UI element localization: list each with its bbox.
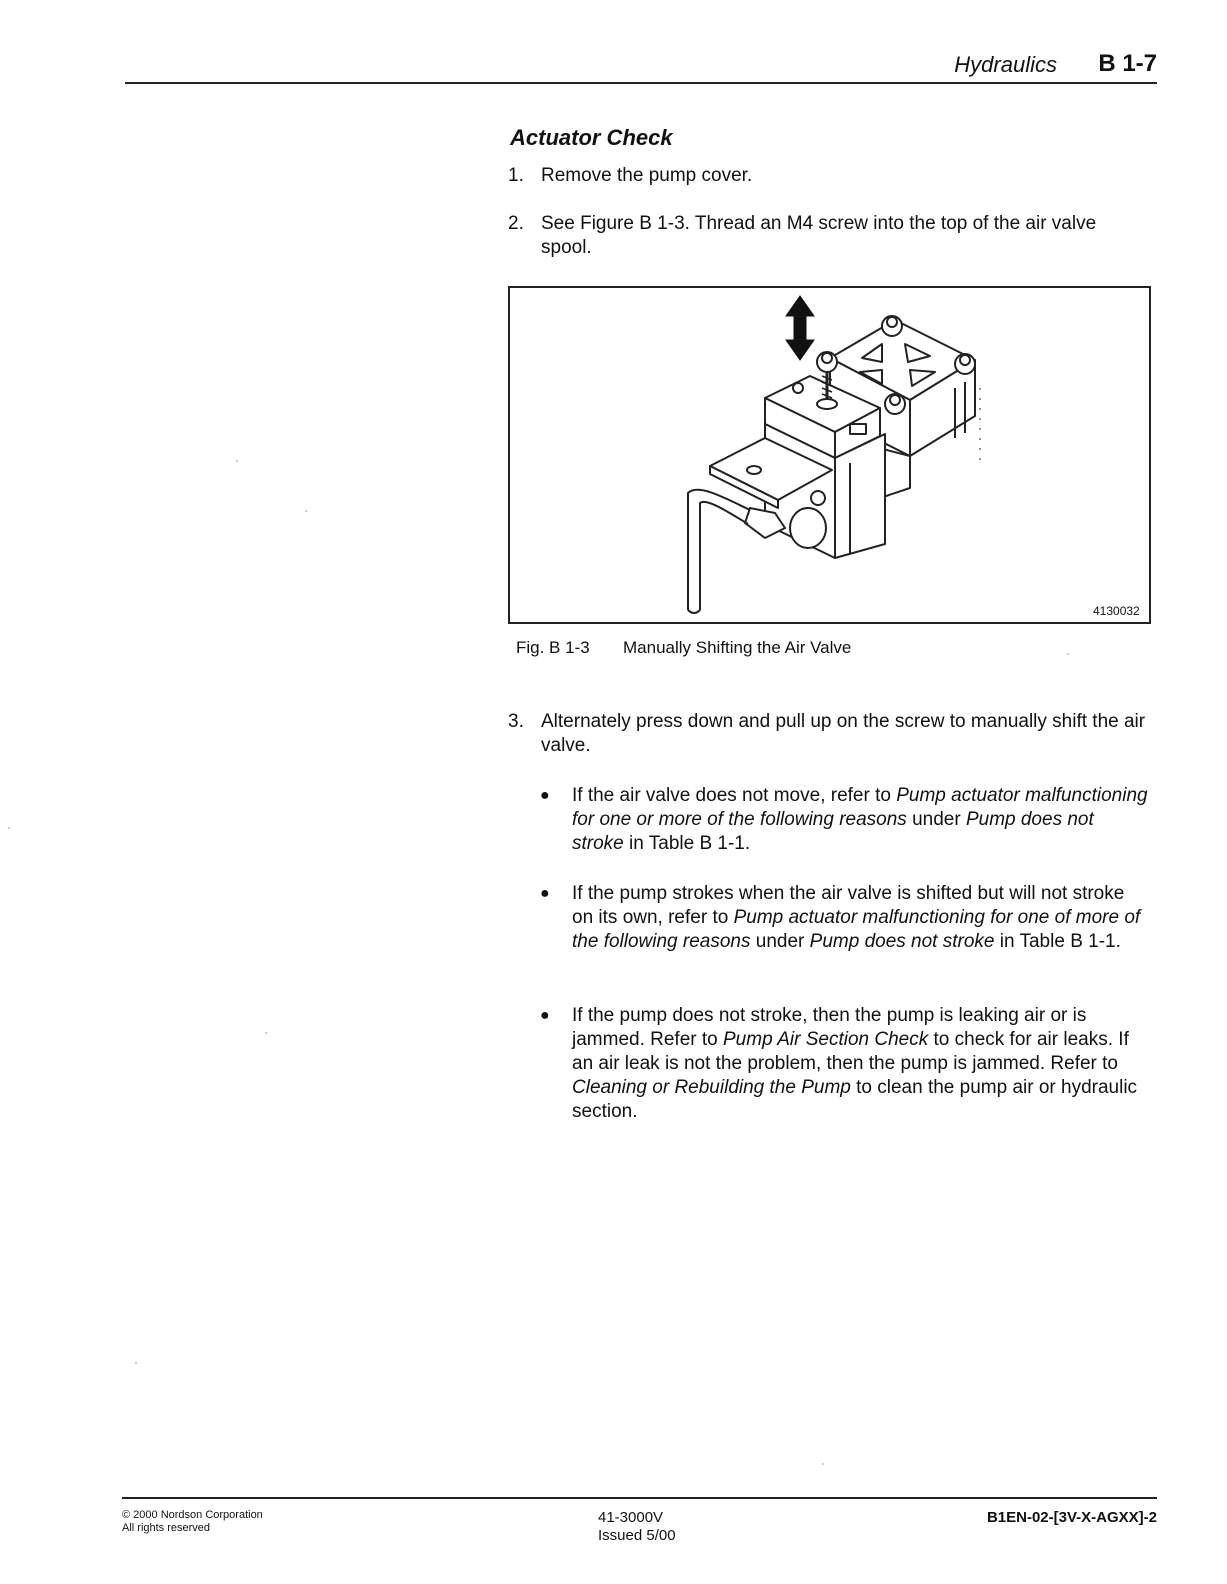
cross-reference: Pump actuator malfunctioning for one or more of the following reasons: [572, 785, 1148, 830]
header-divider: [125, 82, 1157, 84]
bullet-dot-icon: ●: [540, 885, 550, 902]
footer-divider: [122, 1497, 1157, 1499]
cross-reference: Pump does not stroke: [572, 809, 1094, 854]
scan-speck: [822, 1463, 824, 1465]
step-text: Alternately press down and pull up on the screw to manually shift the air valve.: [541, 711, 1146, 756]
bullet-item-1: [540, 784, 1150, 856]
scan-speck: [265, 1032, 267, 1034]
step-number: 2.: [508, 213, 524, 234]
bullet-text: If the pump does not stroke, then the pump is leaking air or is jammed. Refer to Pump Air Section Check to check for air leaks. If an air leak is not the problem, then the pump is jammed. Refer to Cleaning or Rebuilding the Pump to clean the pump air or hydraulic section.: [572, 1005, 1138, 1122]
bullet-dot-icon: ●: [540, 787, 550, 804]
scan-speck: [8, 827, 10, 829]
step-number: 3.: [508, 711, 524, 732]
figure-label: Fig. B 1-3: [516, 638, 590, 657]
footer-copyright: © 2000 Nordson Corporation All rights reserved: [122, 1509, 263, 1534]
bullet-dot-icon: ●: [540, 1007, 550, 1024]
cross-reference: Pump Air Section Check: [723, 1029, 929, 1050]
step-text: Remove the pump cover.: [541, 165, 753, 186]
step-2: [508, 212, 1148, 260]
section-title: Actuator Check: [510, 125, 673, 150]
air-valve-illustration: [510, 288, 1149, 622]
step-1: [508, 164, 1148, 188]
step-3: [508, 710, 1148, 758]
figure-caption: [516, 638, 852, 658]
step-number: 1.: [508, 165, 524, 186]
header-page-number: B 1-7: [1098, 50, 1157, 77]
scan-speck: [305, 510, 307, 512]
bullet-text: If the pump strokes when the air valve is shifted but will not stroke on its own, refer to Pump actuator malfunctioning for one of more of the following reasons under Pump does not stroke in Table B 1-1.: [572, 883, 1141, 952]
footer-issued: Issued 5/00: [598, 1527, 676, 1544]
figure-id: 4130032: [1093, 604, 1140, 618]
cross-reference: Cleaning or Rebuilding the Pump: [572, 1077, 851, 1098]
cross-reference: Pump does not stroke: [809, 931, 995, 952]
figure-frame: [508, 286, 1151, 624]
cross-reference: Pump actuator malfunctioning for one of more of the following reasons: [572, 907, 1141, 952]
header-section-title: Hydraulics: [954, 52, 1057, 77]
scan-speck: [236, 460, 238, 462]
scan-speck: [135, 1362, 137, 1364]
scan-speck: [1067, 653, 1069, 655]
up-down-arrow-icon: [786, 296, 814, 360]
footer-doc-number: 41-3000V: [598, 1509, 664, 1526]
bullet-item-3: [540, 1004, 1150, 1124]
bullet-text: If the air valve does not move, refer to Pump actuator malfunctioning for one or more of the following reasons under Pump does not stroke in Table B 1-1.: [572, 785, 1148, 854]
footer-document-info: [598, 1509, 676, 1545]
figure-caption-text: Manually Shifting the Air Valve: [623, 638, 852, 657]
bullet-item-2: [540, 882, 1150, 954]
footer-doc-code: B1EN-02-[3V-X-AGXX]-2: [986, 1509, 1157, 1526]
step-text: See Figure B 1-3. Thread an M4 screw into the top of the air valve spool.: [541, 213, 1097, 258]
